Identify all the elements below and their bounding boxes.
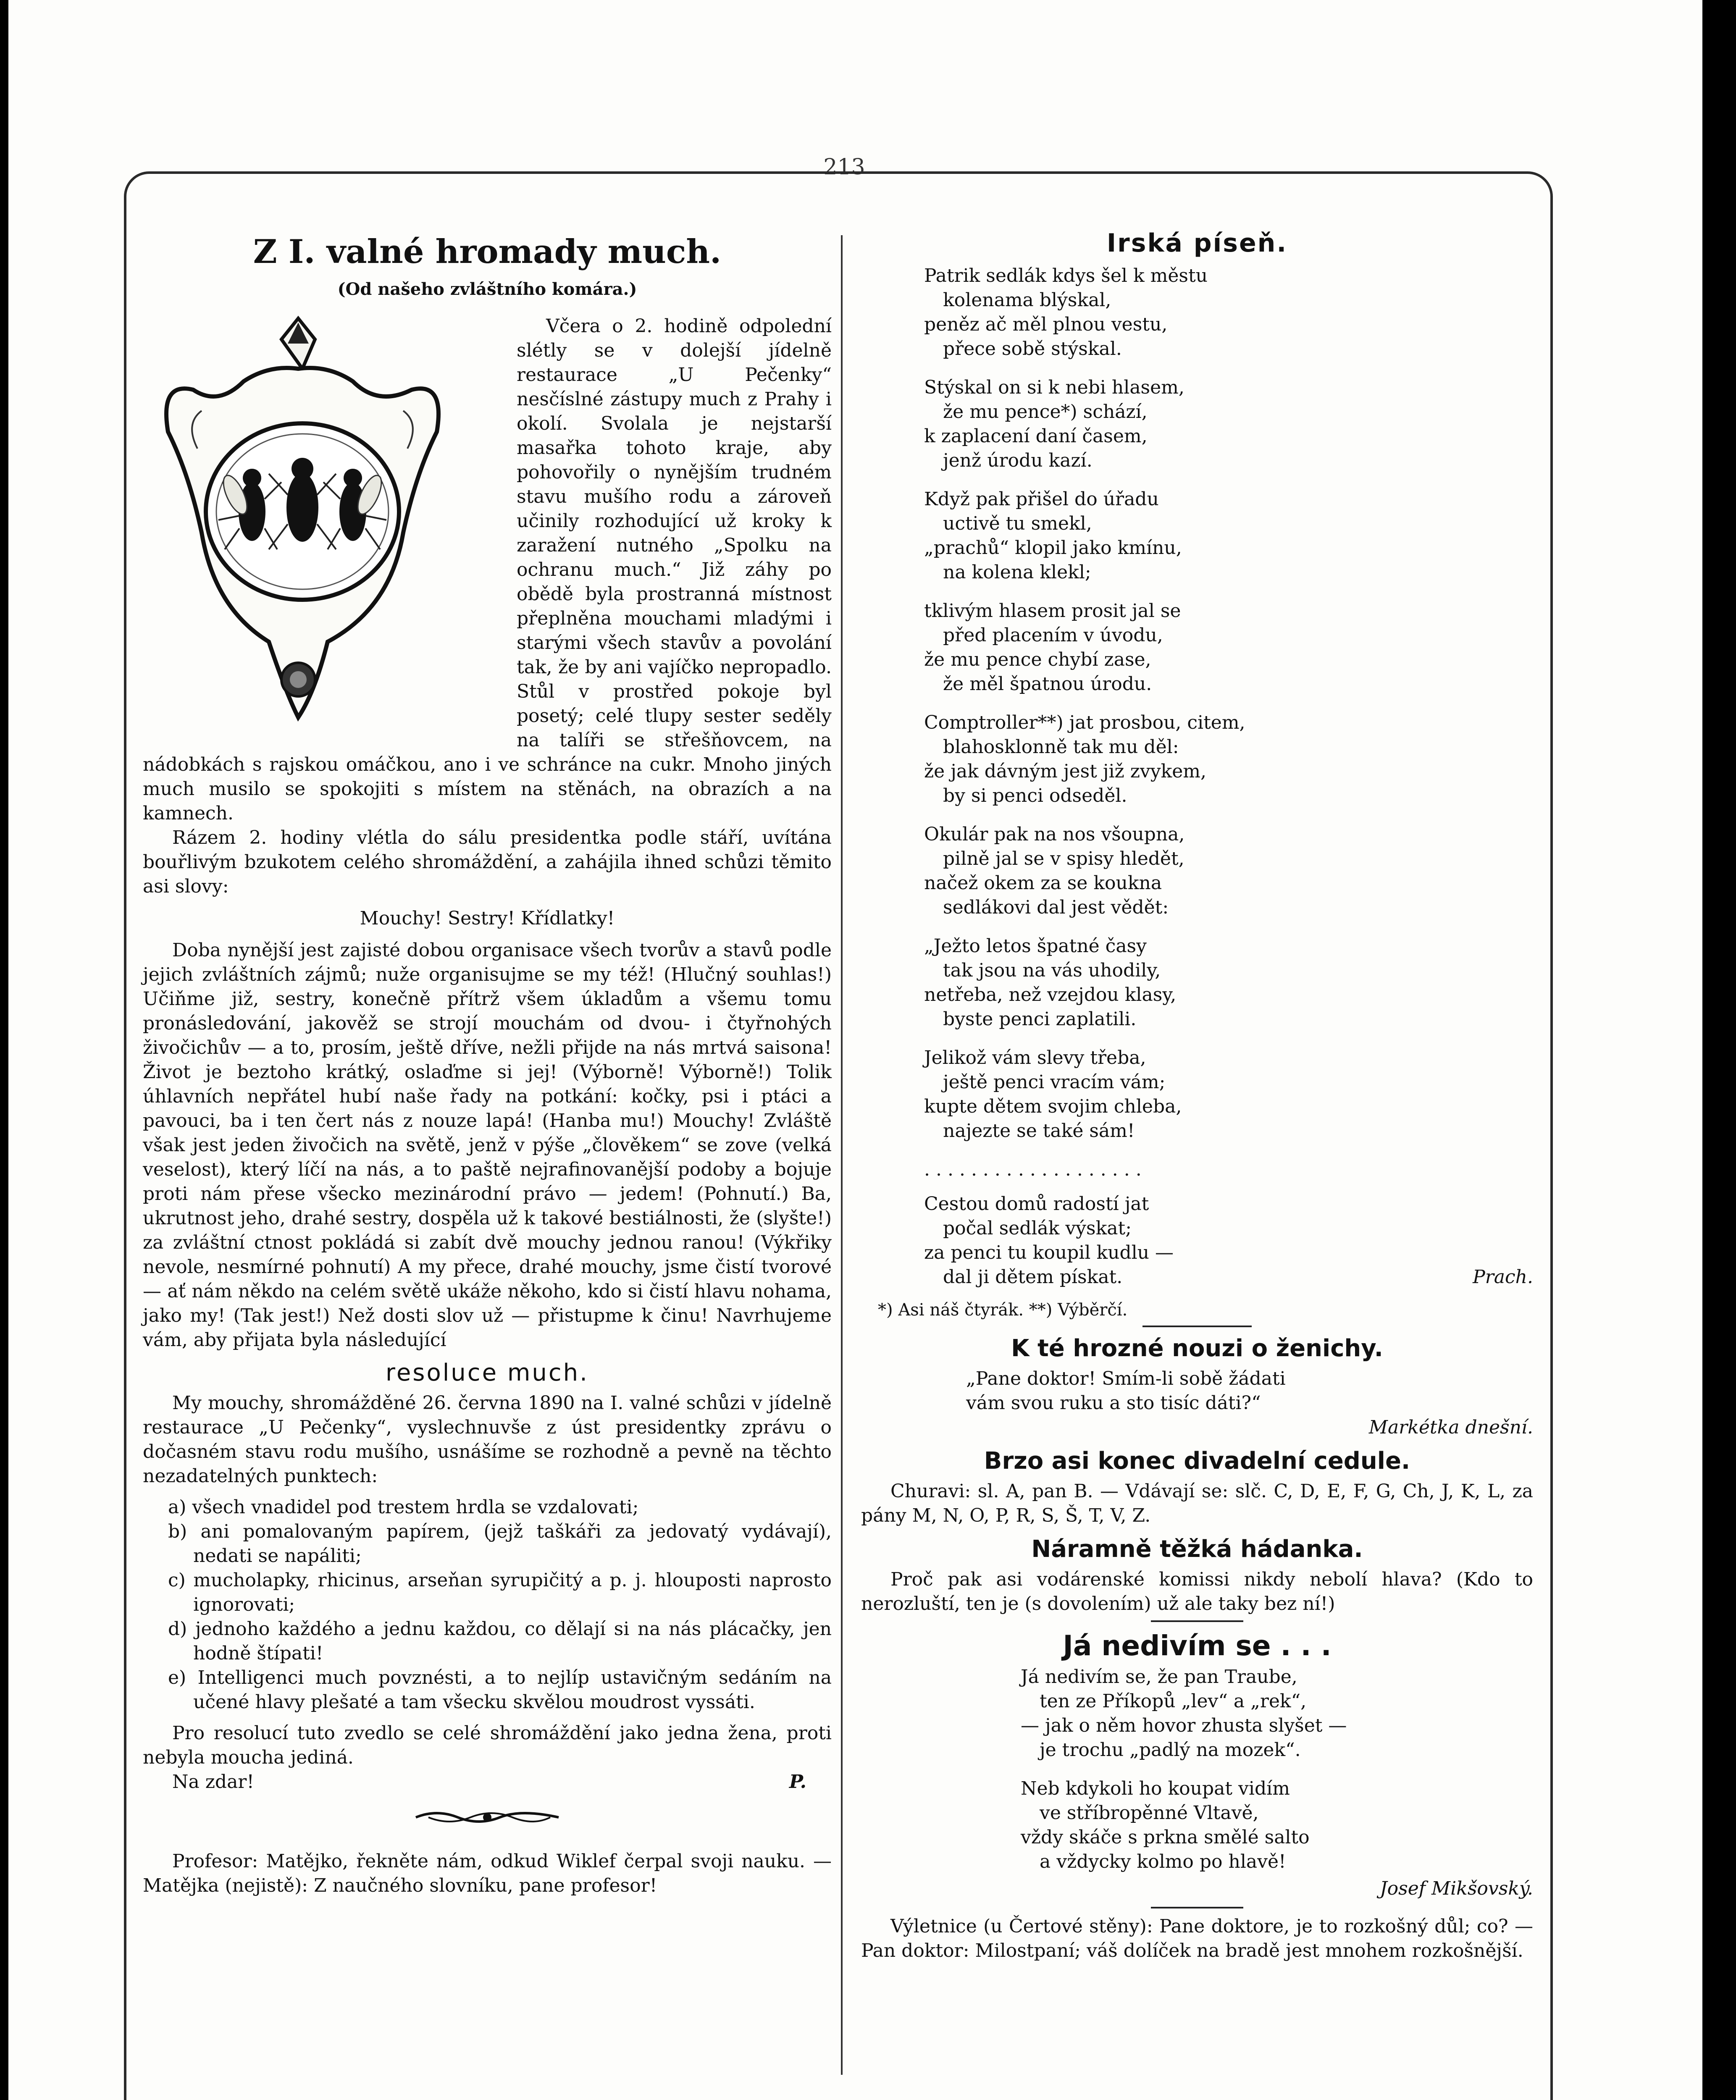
resolution-list: [160, 1495, 832, 1714]
poem-line: na kolena klekl;: [943, 562, 1091, 583]
poem-line: by si penci odseděl.: [943, 785, 1127, 806]
poem-line: je trochu „padlý na mozek“.: [1040, 1739, 1301, 1761]
poem-stanza: [924, 264, 1533, 361]
poem-stanza: [924, 1046, 1533, 1143]
poem-line: přece sobě stýskal.: [943, 338, 1122, 360]
poem-stanza: [924, 934, 1533, 1032]
poem-line: Okulár pak na nos všoupna,: [924, 824, 1185, 845]
nedivim-stanza: [1021, 1665, 1533, 1762]
poem-line: Stýskal on si k nebi hlasem,: [924, 377, 1184, 398]
poem-line: že mu pence*) schází,: [943, 401, 1148, 423]
poem-line: Já nedivím se, že pan Traube,: [1021, 1666, 1297, 1688]
poem-line: „Ježto letos špatné časy: [924, 935, 1147, 957]
poem-line: blahosklonně tak mu děl:: [943, 736, 1179, 758]
fly-emblem-illustration: [143, 314, 504, 734]
poem-line: uctivě tu smekl,: [943, 513, 1092, 534]
poem-line: před placením v úvodu,: [943, 625, 1163, 646]
poem-line: a vždycky kolmo po hlavě!: [1040, 1851, 1286, 1872]
vyletnice-anecdote: Výletnice (u Čertové stěny): Pane doktore, je to rozkošný důl; co? — Pan doktor: Milostpaní; váš dolíček na bradě jest mnohem rozkošnější.: [861, 1916, 1533, 1961]
poem-line: načež okem za se koukna: [924, 872, 1162, 894]
poem-footnote: *) Asi náš čtyrák. **) Výběrčí.: [878, 1300, 1128, 1320]
poem-line: netřeba, než vzejdou klasy,: [924, 984, 1177, 1005]
quote-line: „Pane doktor! Smím-li sobě žádati: [966, 1368, 1286, 1389]
poem-line: vždy skáče s prkna smělé salto: [1021, 1827, 1310, 1848]
poem-line: pilně jal se v spisy hledět,: [943, 848, 1184, 869]
greeting: Mouchy! Sestry! Křídlatky!: [360, 908, 615, 929]
ornament-divider: [143, 1807, 832, 1834]
cedule-text: Churavi: sl. A, pan B. — Vdávají se: slč. C, D, E, F, G, Ch, J, K, L, za pány M, N, O, P, R, S, Š, T, V, Z.: [861, 1480, 1533, 1526]
section-title-nedivim: Já nedivím se . . .: [1063, 1630, 1332, 1662]
quote-line: vám svou ruku a sto tisíc dáti?“: [966, 1392, 1261, 1414]
poem-line: Comptroller**) jat prosbou, citem,: [924, 712, 1245, 733]
poem-line: Když pak přišel do úřadu: [924, 488, 1159, 510]
section-rule: [1142, 1326, 1252, 1327]
closing-signature-row: [143, 1770, 832, 1794]
speech-paragraph: Doba nynější jest zajisté dobou organisace všech tvorův a stavů podle jejich zvláštních zájmů; nuže organisujme se my též! (Hlučný souhlas!) Učiňme již, sestry, konečně přítrž všem úkladům a všemu tomu pronásledování, jakověž se strojí mouchám od dvou- i čtyřnohých živočichův — a to, prosím, ještě dříve, nežli přijde na nás mrtvá saisona! Život je beztoho krátký, oslaďme si jej! (Výborně! Výborně!) Tolik úhlavních nepřátel hubí naše řady na potkání: kočky, psi i ptáci a pavouci, ba i ten čert nás z nouze lapá! (Hanba mu!) Mouchy! Zvláště však jest jeden živočich na světě, jenž v pýše „člověkem“ se zove (velká veselost), který líčí na nás, a to paště nejrafinovanější podoby a bojuje proti nám přese všecko mezinárodní právo — jedem! (Pohnutí.) Ba, ukrutnost jeho, drahé sestry, dospěla už k takové bestiálnosti, že (slyšte!) za zvláštní ctnost pokládá si zabít dvě mouchy jednou ranou! (Výkřiky nevole, nesmírné pohnutí) A my přece, drahé mouchy, jsme čistí tvorové — ať nám někdo na celém světě ukáže někoho, kdo si čistí hlavu nohama, jako my! (Tak jest!) Než dosti slov už — přistupme k činu! Navrhujeme vám, aby přijata byla následující: [143, 940, 832, 1351]
poem-author: Prach.: [1473, 1266, 1533, 1288]
poem-line: „prachů“ klopil jako kmínu,: [924, 537, 1182, 559]
list-item: e) Intelligenci much povznésti, a to nejlíp ustavičným sedáním na učené hlavy plešaté a tam všecku skvělou moudrost vyssáti.: [168, 1667, 832, 1713]
poem-line: — jak o něm hovor zhusta slyšet —: [1021, 1715, 1347, 1736]
resolution-heading: resoluce much.: [386, 1359, 589, 1386]
article-subtitle: (Od našeho zvláštního komára.): [337, 279, 637, 299]
resolution-intro: My mouchy, shromážděné 26. června 1890 na I. valné schůzi v jídelně restaurace „U Pečenky“, vyslechnuvše z úst presidentky zprávu o dočasném stavu rodu mušího, usnášíme se rozhodně a pevně na těchto nezadatelných punktech:: [143, 1392, 832, 1487]
newspaper-page: [8, 0, 1702, 2100]
poem-line: kupte dětem svojim chleba,: [924, 1096, 1182, 1117]
hadanka-text: Proč pak asi vodárenské komissi nikdy nebolí hlava? (Kdo to nerozluští, ten je (s dovolením) už ale taky bez ní!): [861, 1569, 1533, 1614]
right-column: [861, 227, 1533, 1963]
poem-line: byste penci zaplatili.: [943, 1008, 1137, 1030]
poem-line: najezte se také sám!: [943, 1120, 1135, 1142]
poem-stanza-last: [924, 1192, 1533, 1289]
dotted-separator: ...................: [924, 1159, 1148, 1180]
list-item: b) ani pomalovaným papírem, (jejž taškáři za jedovatý vydávají), nedati se napáliti;: [168, 1521, 832, 1567]
poem-stanza: [924, 375, 1533, 473]
poem-line: Jelikož vám slevy třeba,: [924, 1047, 1146, 1068]
poem-title: Irská píseň.: [1106, 228, 1288, 258]
poem-stanza: [924, 487, 1533, 585]
poem-line: ve stříbropěnné Vltavě,: [1040, 1802, 1259, 1824]
poem-line: ten ze Příkopů „lev“ a „rek“,: [1040, 1690, 1307, 1712]
section-title-hadanka: Náramně těžká hádanka.: [1031, 1536, 1363, 1563]
poem-line: Neb kdykoli ho koupat vidím: [1021, 1778, 1290, 1799]
poem-line: Patrik sedlák kdys šel k městu: [924, 265, 1208, 286]
poem-line: kolenama blýskal,: [943, 289, 1111, 311]
page-number: 213: [823, 155, 865, 180]
list-item: d) jednoho každého a jednu každou, co dělají si na nás plácačky, jen hodně štípati!: [168, 1618, 832, 1664]
fly-emblem-icon: [143, 314, 504, 734]
ornament-icon: [412, 1807, 563, 1828]
article-title: Z I. valné hromady much.: [253, 233, 722, 271]
poem-line: že měl špatnou úrodu.: [943, 673, 1152, 695]
zenichy-author: Markétka dnešní.: [1368, 1417, 1533, 1438]
professor-anecdote: Profesor: Matějko, řekněte nám, odkud Wiklef čerpal svoji nauku. — Matějka (nejistě): Z naučného slovníku, pane profesor!: [143, 1851, 832, 1896]
list-item: a) všech vnadidel pod trestem hrdla se vzdalovati;: [168, 1496, 639, 1518]
poem-line: za penci tu koupil kudlu —: [924, 1242, 1174, 1263]
poem-line: jenž úrodu kazí.: [943, 450, 1093, 471]
nedivim-stanza: [1021, 1777, 1533, 1874]
section-rule: [1151, 1907, 1243, 1908]
signature: P.: [789, 1771, 806, 1793]
poem-stanza: [924, 599, 1533, 696]
poem-line: Cestou domů radostí jat: [924, 1193, 1149, 1215]
presidentka-paragraph: Rázem 2. hodiny vlétla do sálu presidentka podle stáří, uvítána bouřlivým bzukotem celého shromáždění, a zahájila ihned schůzi těmito asi slovy:: [143, 827, 832, 897]
poem-line: ještě penci vracím vám;: [943, 1071, 1166, 1093]
left-column: [143, 227, 832, 1898]
poem-line: že mu pence chybí zase,: [924, 649, 1151, 670]
section-title-cedule: Brzo asi konec divadelní cedule.: [984, 1447, 1410, 1475]
closing-paragraph: Pro resolucí tuto zvedlo se celé shromáždění jako jedna žena, proti nebyla moucha jediná.: [143, 1722, 832, 1768]
poem-stanza: [924, 711, 1533, 808]
list-item: c) mucholapky, rhicinus, arseňan syrupičitý a p. j. hlouposti naprosto ignorovati;: [168, 1570, 832, 1615]
poem-line: tak jsou na vás uhodily,: [943, 960, 1161, 981]
farewell: Na zdar!: [172, 1771, 255, 1793]
poem-line: peněz ač měl plnou vestu,: [924, 314, 1168, 335]
column-divider: [841, 235, 843, 2075]
section-rule: [1151, 1620, 1243, 1622]
poem-stanza: [924, 822, 1533, 920]
poem-line: sedlákovi dal jest vědět:: [943, 897, 1169, 918]
poem-line: dal ji dětem pískat.: [943, 1266, 1123, 1288]
poem-line: počal sedlák výskat;: [943, 1218, 1132, 1239]
poem-last-line-row: [924, 1265, 1533, 1289]
poem-line: že jak dávným jest již zvykem,: [924, 761, 1207, 782]
zenichy-quote: [966, 1367, 1533, 1415]
nedivim-author: Josef Mikšovský.: [1380, 1878, 1533, 1899]
poem-line: tklivým hlasem prosit jal se: [924, 600, 1181, 622]
section-title-zenichy: K té hrozné nouzi o ženichy.: [1011, 1335, 1383, 1362]
intro-paragraph: Včera o 2. hodině odpolední slétly se v dolejší jídelně restaurace „U Pečenky“ nesčíslné zástupy much z Prahy i okolí. Svolala je nejstarší masařka tohoto kraje, aby pohovořily o nynějším trudném stavu mušího rodu a zároveň učinily rozhodující už kroky k zaražení nutného „Spolku na ochranu much.“ Již záhy po obědě byla prostranná místnost přeplněna mouchami mladými i starými všech stavův a povolání tak, že by ani vajíčko nepropadlo. Stůl v prostřed pokoje byl posetý; celé tlupy sester seděly na talíři se střešňovcem, na nádobkách s rajskou omáčkou, ano i ve schránce na cukr. Mnoho jiných much musilo se spokojiti s místem na stěnách, na obrazích a na kamnech.: [143, 315, 832, 824]
poem-line: k zaplacení daní časem,: [924, 425, 1148, 447]
